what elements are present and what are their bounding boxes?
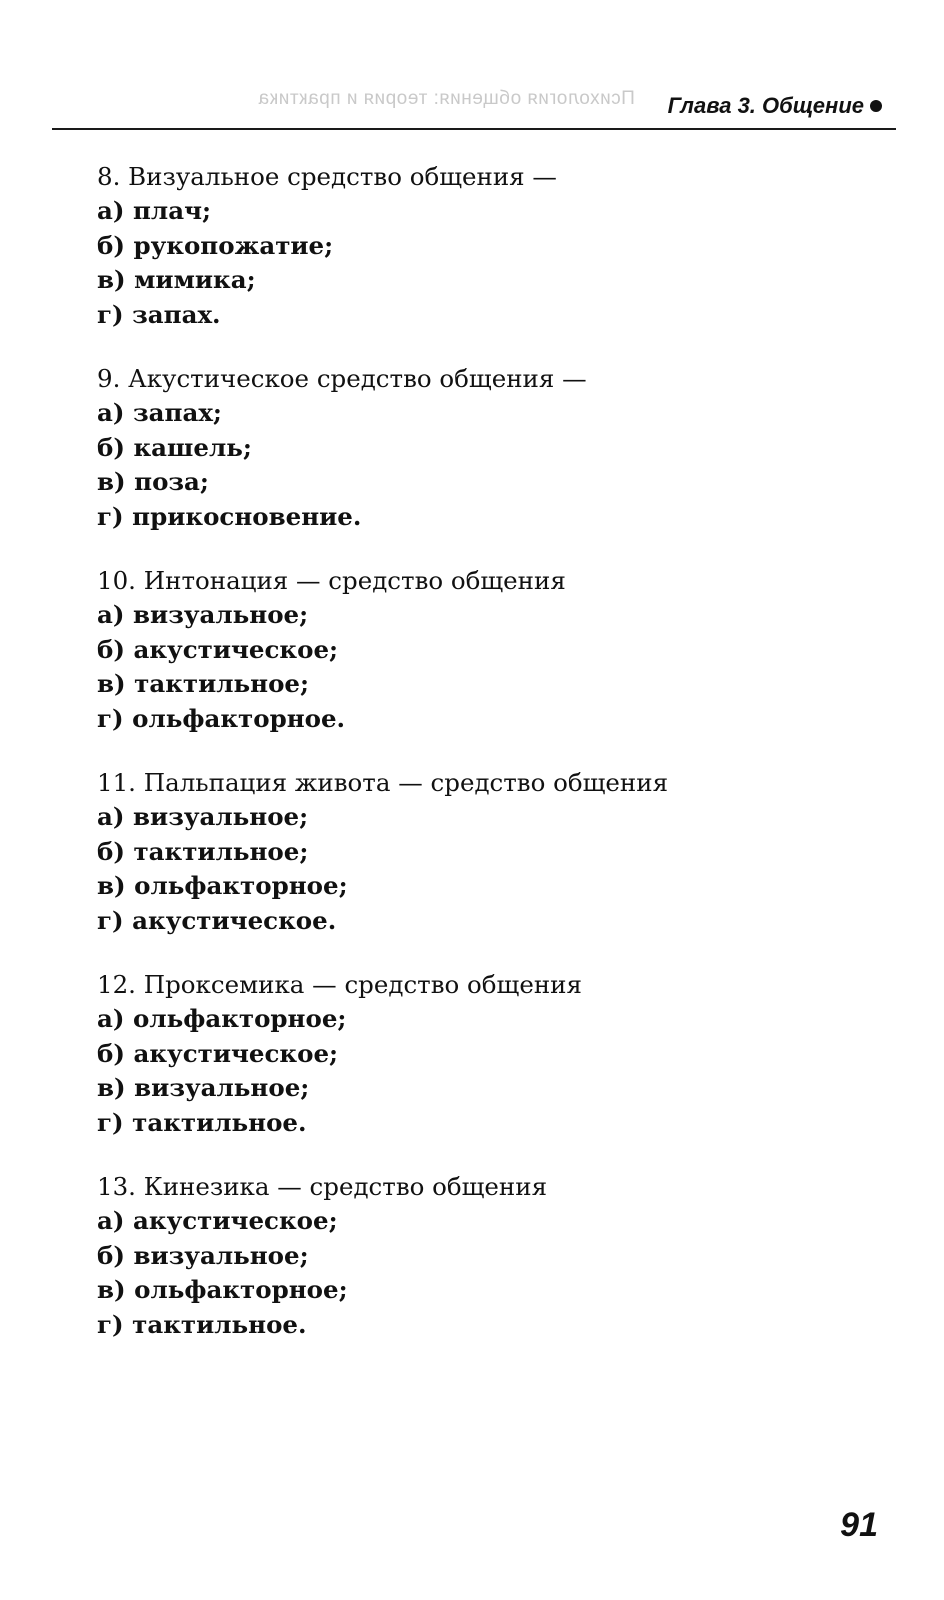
question-title: 9. Акустическое средство общения — (97, 364, 587, 393)
answer-option-d: г) акустическое. (97, 905, 337, 935)
question-title: 12. Проксемика — средство общения (97, 970, 582, 999)
answer-option-c: в) поза; (97, 467, 209, 496)
answer-option-a: а) визуальное; (97, 600, 309, 629)
question-8 (97, 160, 817, 332)
question-11 (97, 766, 817, 938)
answer-option-b: б) визуальное; (97, 1240, 309, 1270)
chapter-title: Глава 3. Общение (667, 93, 864, 118)
answer-option-d: г) тактильное. (97, 1107, 307, 1137)
page-number: 91 (840, 1506, 878, 1544)
question-title: 10. Интонация — средство общения (97, 566, 566, 595)
answer-option-b: б) кашель; (97, 432, 252, 462)
question-list (97, 160, 817, 1372)
header-bleed-through-text: Психология общения: теория и практика (258, 88, 635, 109)
answer-option-d: г) прикосновение. (97, 501, 362, 531)
question-title: 13. Кинезика — средство общения (97, 1172, 548, 1201)
answer-option-d: г) ольфакторное. (97, 703, 346, 733)
header-rule (52, 128, 896, 130)
question-9 (97, 362, 817, 534)
answer-option-c: в) визуальное; (97, 1073, 310, 1102)
answer-option-c: в) ольфакторное; (97, 871, 348, 900)
answer-option-c: в) тактильное; (97, 669, 310, 698)
answer-option-b: б) акустическое; (97, 634, 339, 664)
bullet-icon (870, 100, 882, 112)
question-title: 8. Визуальное средство общения — (97, 162, 557, 191)
question-13 (97, 1170, 817, 1342)
answer-option-c: в) ольфакторное; (97, 1275, 348, 1304)
answer-option-b: б) тактильное; (97, 836, 309, 866)
answer-option-a: а) ольфакторное; (97, 1004, 347, 1033)
answer-option-b: б) акустическое; (97, 1038, 339, 1068)
answer-option-a: а) запах; (97, 398, 222, 427)
answer-option-a: а) визуальное; (97, 802, 309, 831)
answer-option-c: в) мимика; (97, 265, 256, 294)
answer-option-a: а) плач; (97, 196, 212, 225)
answer-option-a: а) акустическое; (97, 1206, 338, 1235)
question-12 (97, 968, 817, 1140)
question-title: 11. Пальпация живота — средство общения (97, 768, 669, 797)
answer-option-d: г) запах. (97, 299, 221, 329)
running-head (668, 93, 882, 119)
answer-option-d: г) тактильное. (97, 1309, 307, 1339)
answer-option-b: б) рукопожатие; (97, 230, 334, 260)
question-10 (97, 564, 817, 736)
